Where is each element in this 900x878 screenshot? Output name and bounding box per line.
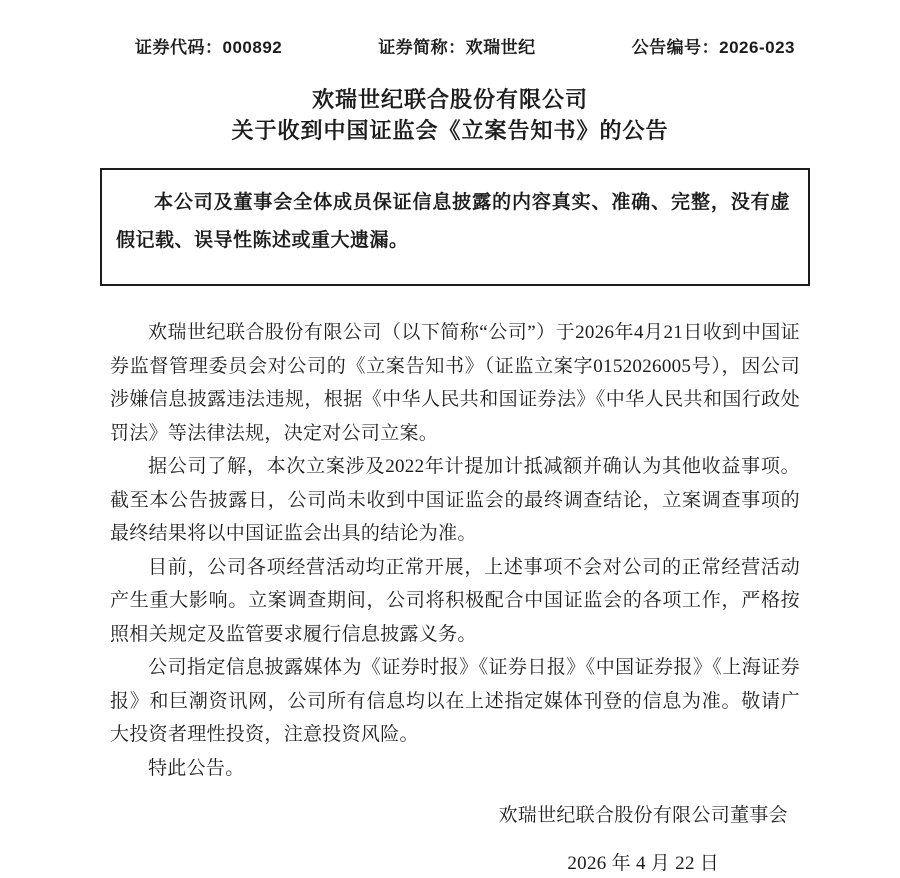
signature-signer: 欢瑞世纪联合股份有限公司董事会: [498, 805, 788, 826]
signature-date: 2026 年 4 月 22 日: [567, 853, 720, 874]
document-meta-row: [0, 0, 900, 58]
body-paragraph: 目前，公司各项经营活动均正常开展，上述事项不会对公司的正常经营活动产生重大影响。立案调查期间，公司将积极配合中国证监会的各项工作，严格按照相关规定及监管要求履行信息披露义务。: [110, 556, 800, 645]
body-paragraph: 公司指定信息披露媒体为《证券时报》《证券日报》《中国证券报》《上海证券报》和巨潮资讯网，公司所有信息均以在上述指定媒体刊登的信息为准。敬请广大投资者理性投资，注意投资风险。: [110, 657, 800, 745]
body-paragraph: 据公司了解，本次立案涉及2022年计提加计抵减额并确认为其他收益事项。截至本公告披露日，公司尚未收到中国证监会的最终调查结论，立案调查事项的最终结果将以中国证监会出具的结论为准。: [110, 456, 800, 544]
signature-block: [498, 799, 788, 878]
document-title: [0, 84, 900, 146]
body-paragraph: 欢瑞世纪联合股份有限公司（以下简称“公司”）于2026年4月21日收到中国证券监督管理委员会对公司的《立案告知书》（证监立案字0152026005号），因公司涉嫌信息披露违法违规，根据《中华人民共和国证券法》《中华人民共和国行政处罚法》等法律法规，决定对公司立案。: [110, 322, 800, 444]
stock-code-label: 证券代码：000892: [135, 38, 283, 57]
body-paragraph-closing: 特此公告。: [148, 757, 245, 779]
disclaimer-box: [100, 168, 810, 286]
company-name-title: 欢瑞世纪联合股份有限公司: [311, 87, 588, 112]
announcement-subject-title: 关于收到中国证监会《立案告知书》的公告: [231, 118, 669, 143]
stock-short-name-label: 证券简称：欢瑞世纪: [378, 38, 536, 57]
disclaimer-text: 本公司及董事会全体成员保证信息披露的内容真实、准确、完整，没有虚假记载、误导性陈述或重大遗漏。: [116, 192, 790, 251]
announcement-number-label: 公告编号：2026-023: [631, 38, 795, 57]
document-body: [0, 316, 900, 785]
